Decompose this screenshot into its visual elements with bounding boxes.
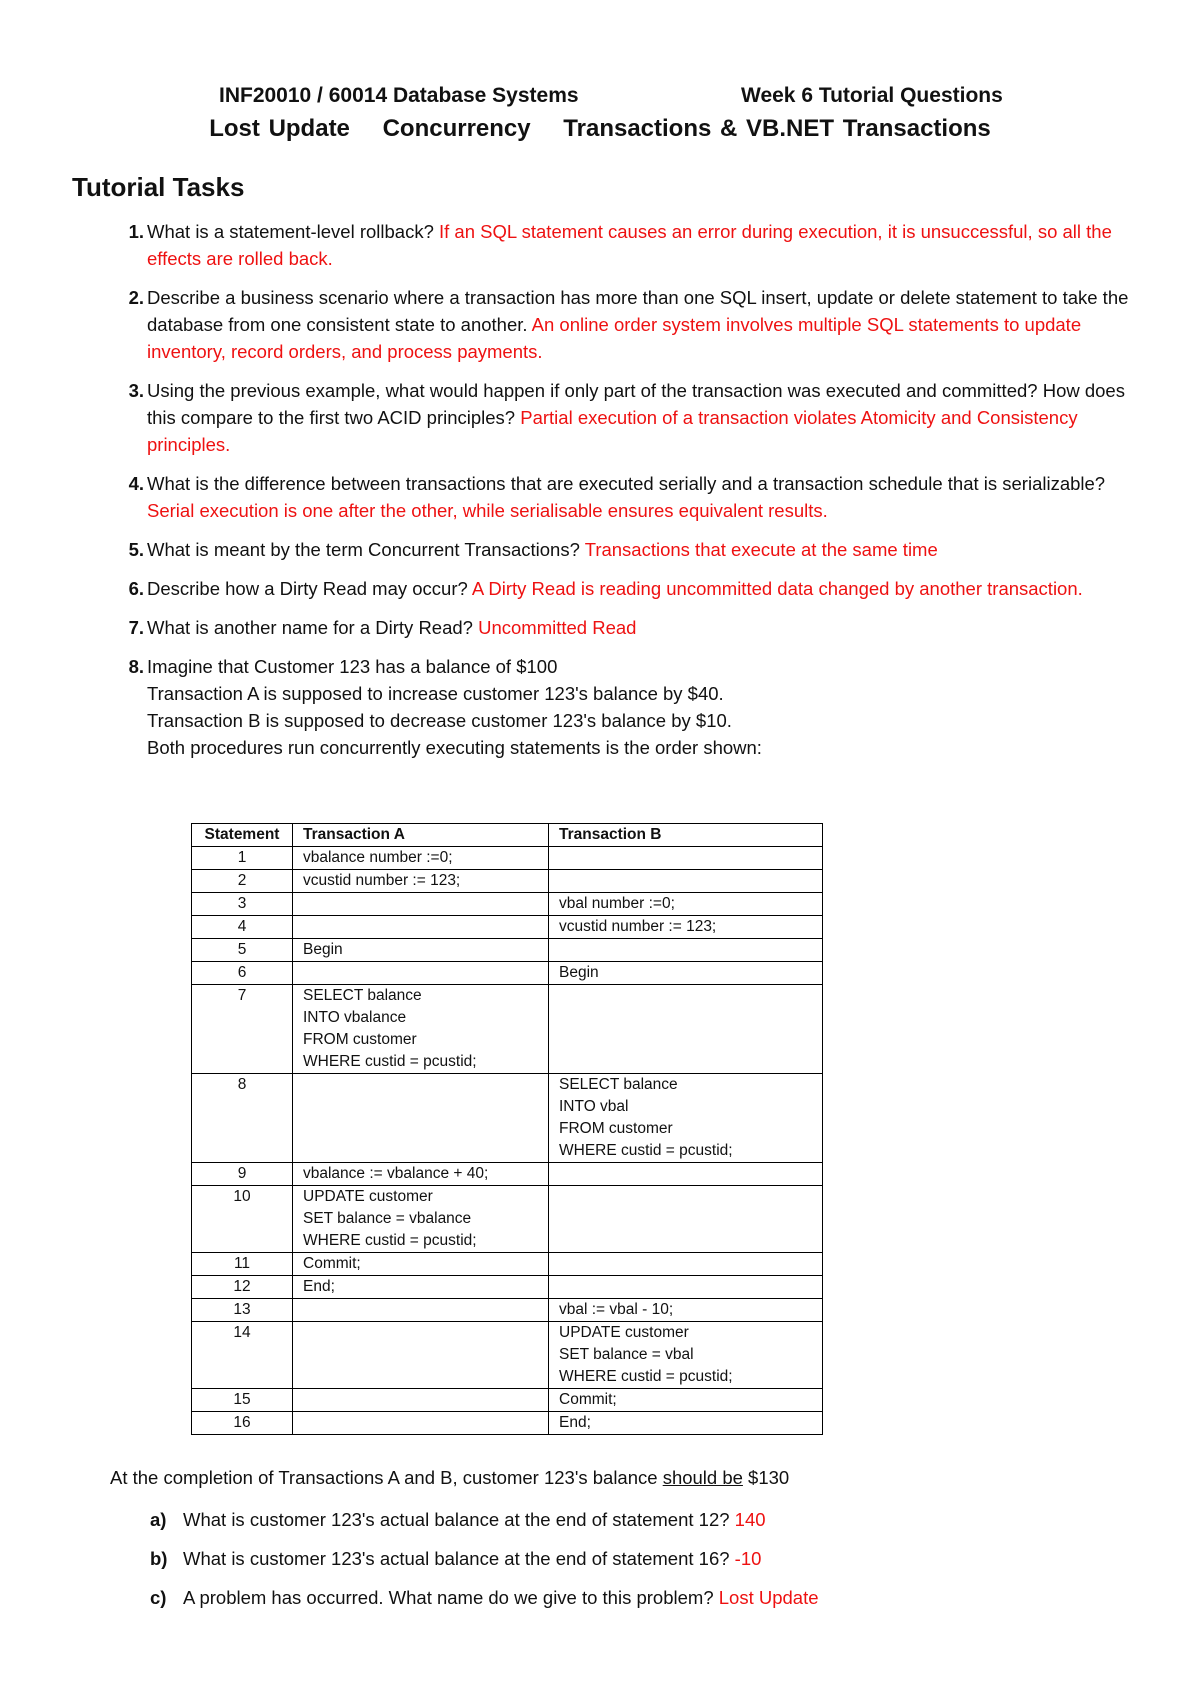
- question-text: What is the difference between transactions that are executed serially and a transaction schedule that is serializable?: [147, 473, 1106, 494]
- statement-number-cell: 6: [192, 962, 293, 985]
- conclusion-after: $130: [742, 1467, 790, 1488]
- conclusion-underlined: should be: [662, 1467, 743, 1488]
- transaction-b-cell: [549, 1322, 823, 1389]
- code-line: WHERE custid = pcustid;: [303, 1053, 477, 1070]
- code-line: FROM customer: [559, 1120, 673, 1137]
- code-line: Begin: [303, 941, 343, 958]
- table-row: [192, 939, 823, 962]
- transaction-b-cell: [549, 939, 823, 962]
- answer-text: Serial execution is one after the other, while serialisable ensures equivalent results.: [147, 500, 828, 521]
- subquestion-item: [110, 1584, 819, 1611]
- code-line: vcustid number := 123;: [559, 918, 717, 935]
- transaction-b-cell: [549, 1276, 823, 1299]
- code-line: WHERE custid = pcustid;: [303, 1232, 477, 1249]
- code-line: UPDATE customer: [559, 1324, 689, 1341]
- subquestion-item: [110, 1545, 819, 1572]
- table-row: [192, 1074, 823, 1163]
- code-line: INTO vbal: [559, 1098, 629, 1115]
- question-number: 2.: [128, 287, 144, 308]
- statement-number-cell: 16: [192, 1412, 293, 1435]
- transaction-b-cell: [549, 985, 823, 1074]
- statement-number-cell: 13: [192, 1299, 293, 1322]
- transaction-b-cell: [549, 1186, 823, 1253]
- subquestion-text: What is customer 123's actual balance at the end of statement 16?: [183, 1548, 730, 1569]
- code-line: vbalance := vbalance + 40;: [303, 1165, 489, 1182]
- answer-text: If an SQL statement causes an error during execution, it is unsuccessful, so all the effects are rolled back.: [147, 221, 1112, 269]
- code-line: Begin: [559, 964, 599, 981]
- code-line: vbal := vbal - 10;: [559, 1301, 674, 1318]
- question-item: [78, 614, 1138, 641]
- question-item: [78, 470, 1138, 524]
- code-line: SELECT balance: [303, 987, 422, 1004]
- question-8-line: Transaction A is supposed to increase customer 123's balance by $40.: [147, 683, 724, 704]
- question-number: 5.: [128, 539, 144, 560]
- subtitle-topic-1: Lost Update: [209, 115, 350, 142]
- transaction-a-cell: [293, 1253, 549, 1276]
- transaction-b-cell: [549, 1389, 823, 1412]
- question-item: [78, 218, 1138, 272]
- document-subtitle: [0, 115, 1200, 143]
- statement-number-cell: 2: [192, 870, 293, 893]
- transaction-a-cell: [293, 1299, 549, 1322]
- transaction-a-cell: [293, 1074, 549, 1163]
- transaction-a-cell: [293, 893, 549, 916]
- header-transaction-a: Transaction A: [293, 824, 549, 847]
- conclusion-text: [110, 1467, 789, 1489]
- transaction-b-cell: [549, 893, 823, 916]
- table-row: [192, 916, 823, 939]
- question-text: Describe a business scenario where a transaction has more than one SQL insert, update or delete statement to take the database from one consistent state to another.: [147, 287, 1129, 335]
- table-row: [192, 1299, 823, 1322]
- statement-number-cell: 1: [192, 847, 293, 870]
- transaction-b-cell: [549, 1253, 823, 1276]
- transaction-a-cell: [293, 1389, 549, 1412]
- subquestion-list: [110, 1506, 819, 1623]
- table-row: [192, 870, 823, 893]
- code-line: Commit;: [559, 1391, 617, 1408]
- code-line: WHERE custid = pcustid;: [559, 1142, 733, 1159]
- answer-text: A Dirty Read is reading uncommitted data changed by another transaction.: [471, 578, 1083, 599]
- transaction-a-cell: [293, 939, 549, 962]
- question-text: What is meant by the term Concurrent Transactions?: [147, 539, 580, 560]
- section-title: Tutorial Tasks: [72, 172, 245, 202]
- subquestion-item: [110, 1506, 819, 1533]
- table-row: [192, 1389, 823, 1412]
- code-line: WHERE custid = pcustid;: [559, 1368, 733, 1385]
- table-row: [192, 1253, 823, 1276]
- table-row: [192, 1186, 823, 1253]
- table-body: [192, 847, 823, 1435]
- subquestion-answer: -10: [734, 1548, 762, 1569]
- question-item: [78, 284, 1138, 365]
- question-number: 1.: [128, 221, 144, 242]
- transaction-a-cell: [293, 985, 549, 1074]
- transaction-schedule-table: [191, 823, 823, 1435]
- subquestion-answer: 140: [734, 1509, 766, 1530]
- question-item-8: [78, 653, 1138, 761]
- table-header-row: [192, 824, 823, 847]
- code-line: Commit;: [303, 1255, 361, 1272]
- transaction-b-cell: [549, 1412, 823, 1435]
- table-row: [192, 985, 823, 1074]
- transaction-b-cell: [549, 847, 823, 870]
- statement-number-cell: 15: [192, 1389, 293, 1412]
- code-line: UPDATE customer: [303, 1188, 433, 1205]
- statement-number-cell: 12: [192, 1276, 293, 1299]
- header-statement: Statement: [192, 824, 293, 847]
- transaction-a-cell: [293, 870, 549, 893]
- question-number: 8.: [128, 656, 144, 677]
- code-line: FROM customer: [303, 1031, 417, 1048]
- header-transaction-b: Transaction B: [549, 824, 823, 847]
- subquestion-answer: Lost Update: [718, 1587, 819, 1608]
- subquestion-text: What is customer 123's actual balance at the end of statement 12?: [183, 1509, 730, 1530]
- code-line: SET balance = vbalance: [303, 1210, 472, 1227]
- table-row: [192, 1163, 823, 1186]
- question-item: [78, 575, 1138, 602]
- transaction-a-cell: [293, 1163, 549, 1186]
- course-title: INF20010 / 60014 Database Systems: [219, 84, 579, 107]
- question-text: Using the previous example, what would happen if only part of the transaction was executed and committed? How does this compare to the first two ACID principles?: [147, 380, 1125, 428]
- transaction-a-cell: [293, 1186, 549, 1253]
- transaction-a-cell: [293, 1322, 549, 1389]
- statement-number-cell: 11: [192, 1253, 293, 1276]
- table-row: [192, 847, 823, 870]
- code-line: End;: [303, 1278, 335, 1295]
- question-text: Describe how a Dirty Read may occur?: [147, 578, 468, 599]
- statement-number-cell: 10: [192, 1186, 293, 1253]
- question-number: 3.: [128, 380, 144, 401]
- transaction-a-cell: [293, 1412, 549, 1435]
- transaction-a-cell: [293, 847, 549, 870]
- statement-number-cell: 5: [192, 939, 293, 962]
- subquestion-label: b): [150, 1548, 168, 1569]
- question-text: What is another name for a Dirty Read?: [147, 617, 473, 638]
- table-row: [192, 962, 823, 985]
- statement-number-cell: 4: [192, 916, 293, 939]
- code-line: INTO vbalance: [303, 1009, 407, 1026]
- transaction-a-cell: [293, 916, 549, 939]
- statement-number-cell: 14: [192, 1322, 293, 1389]
- statement-number-cell: 9: [192, 1163, 293, 1186]
- subtitle-topic-2: Concurrency: [382, 115, 531, 142]
- transaction-b-cell: [549, 1074, 823, 1163]
- code-line: End;: [559, 1414, 591, 1431]
- table-row: [192, 893, 823, 916]
- answer-text: Uncommitted Read: [478, 617, 637, 638]
- transaction-a-cell: [293, 962, 549, 985]
- question-item: [78, 377, 1138, 458]
- code-line: vbalance number :=0;: [303, 849, 453, 866]
- question-8-line: Transaction B is supposed to decrease customer 123's balance by $10.: [147, 710, 732, 731]
- question-list: [78, 218, 1138, 773]
- subtitle-topic-3: Transactions & VB.NET Transactions: [563, 115, 991, 142]
- code-line: vcustid number := 123;: [303, 872, 461, 889]
- answer-text: Transactions that execute at the same time: [584, 539, 938, 560]
- transaction-b-cell: [549, 1163, 823, 1186]
- transaction-b-cell: [549, 870, 823, 893]
- question-number: 4.: [128, 473, 144, 494]
- question-8-line: Imagine that Customer 123 has a balance of $100: [147, 656, 558, 677]
- question-item: [78, 536, 1138, 563]
- statement-number-cell: 7: [192, 985, 293, 1074]
- statement-number-cell: 3: [192, 893, 293, 916]
- question-text: What is a statement-level rollback?: [147, 221, 434, 242]
- transaction-b-cell: [549, 916, 823, 939]
- statement-number-cell: 8: [192, 1074, 293, 1163]
- table-row: [192, 1276, 823, 1299]
- transaction-b-cell: [549, 962, 823, 985]
- answer-text: An online order system involves multiple SQL statements to update inventory, record orders, and process payments.: [147, 314, 1082, 362]
- code-line: SET balance = vbal: [559, 1346, 694, 1363]
- question-8-line: Both procedures run concurrently executing statements is the order shown:: [147, 737, 762, 758]
- question-number: 6.: [128, 578, 144, 599]
- transaction-a-cell: [293, 1276, 549, 1299]
- table-row: [192, 1412, 823, 1435]
- week-title: Week 6 Tutorial Questions: [741, 84, 1003, 107]
- subquestion-label: c): [150, 1587, 167, 1608]
- subquestion-label: a): [150, 1509, 167, 1530]
- question-number: 7.: [128, 617, 144, 638]
- code-line: vbal number :=0;: [559, 895, 675, 912]
- code-line: SELECT balance: [559, 1076, 678, 1093]
- transaction-b-cell: [549, 1299, 823, 1322]
- conclusion-before: At the completion of Transactions A and B, customer 123's balance: [110, 1467, 663, 1488]
- answer-text: Partial execution of a transaction violates Atomicity and Consistency principles.: [147, 407, 1078, 455]
- subquestion-text: A problem has occurred. What name do we give to this problem?: [183, 1587, 714, 1608]
- table-row: [192, 1322, 823, 1389]
